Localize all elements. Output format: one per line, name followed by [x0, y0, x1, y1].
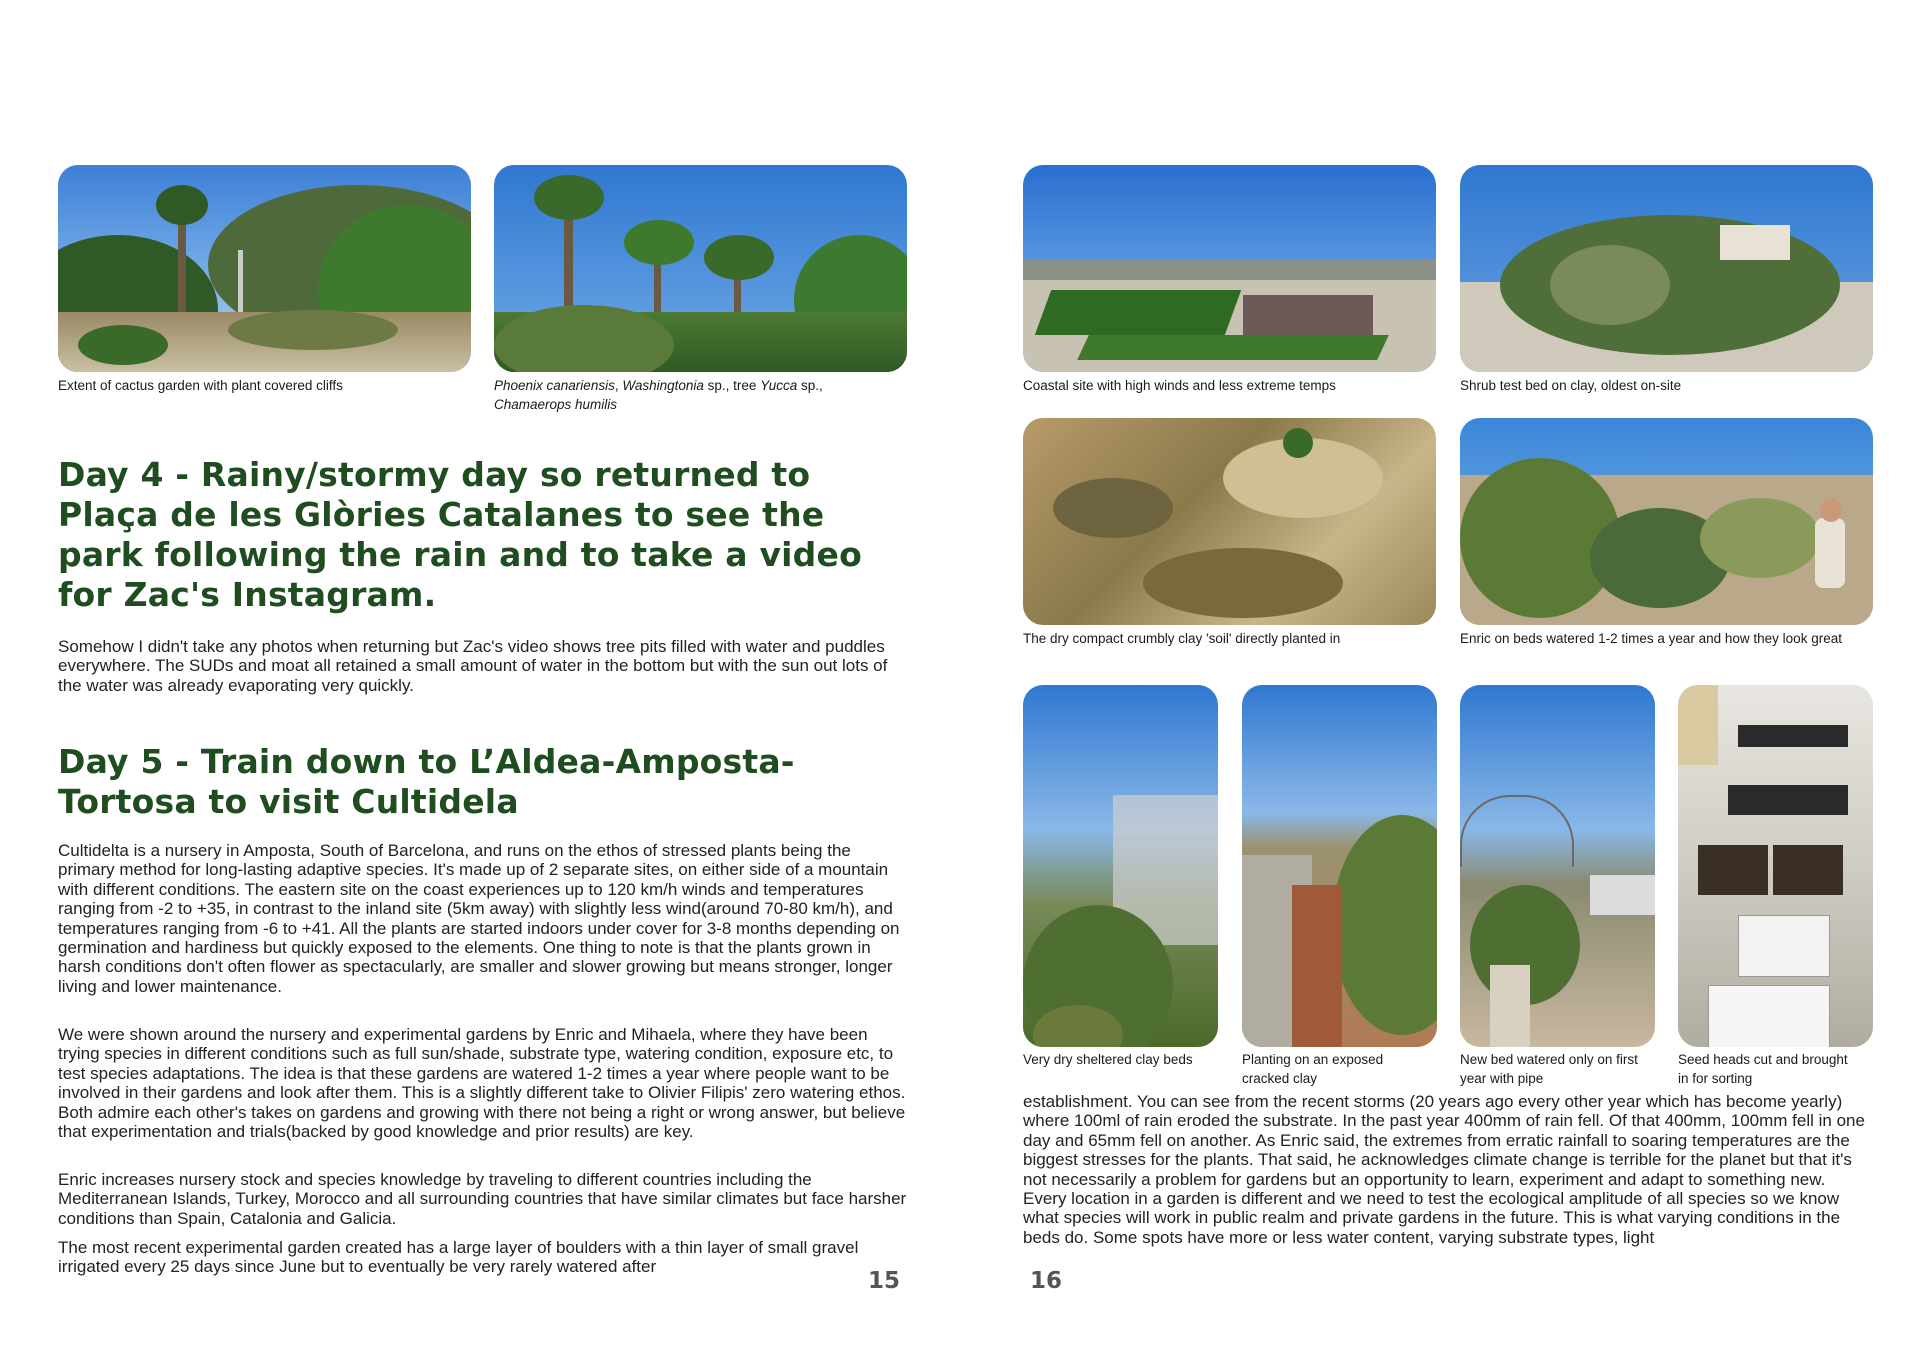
clay-soil-photo [1023, 418, 1436, 625]
sheltered-clay-beds-photo [1023, 685, 1218, 1047]
day5-paragraph: The most recent experimental garden created has a large layer of boulders with a thin layer of small gravel irrigated every 25 days since June but to eventually be very rarely watered after [58, 1238, 859, 1277]
photo-caption: Planting on an exposed cracked clay [1242, 1052, 1384, 1086]
day5-heading: Day 5 - Train down to L’Aldea-Amposta-Tortosa to visit Cultidela [58, 742, 795, 821]
photo-caption: The dry compact crumbly clay 'soil' directly planted in [1023, 631, 1341, 646]
photo-caption: Extent of cactus garden with plant covered cliffs [58, 378, 343, 393]
right-page [960, 0, 1920, 1358]
photo-caption: Enric on beds watered 1-2 times a year and how they look great [1460, 631, 1842, 646]
photo-caption: New bed watered only on first year with pipe [1460, 1052, 1638, 1086]
palm-trees-photo [494, 165, 907, 372]
photo-caption: Seed heads cut and brought in for sorting [1678, 1052, 1848, 1086]
new-bed-pipe-photo [1460, 685, 1655, 1047]
day5-paragraph: Enric increases nursery stock and species knowledge by traveling to different countries including the Mediterranean Islands, Turkey, Morocco and all surrounding countries that have similar climates but face harsher conditions than Spain, Catalonia and Galicia. [58, 1170, 907, 1228]
day4-body: Somehow I didn't take any photos when returning but Zac's video shows tree pits filled with water and puddles everywhere. The SUDs and moat all retained a small amount of water in the bottom but with the sun out lots of the water was already evaporating very quickly. [58, 637, 888, 695]
coastal-site-photo [1023, 165, 1436, 372]
page-number: 16 [1030, 1268, 1063, 1294]
seed-heads-photo [1678, 685, 1873, 1047]
exposed-cracked-clay-photo [1242, 685, 1437, 1047]
cactus-garden-photo [58, 165, 471, 372]
day5-paragraph: Cultidelta is a nursery in Amposta, South of Barcelona, and runs on the ethos of stressed plants being the primary method for long-lasting adaptive species. It's made up of 2 separate sites, on either side of a mountain with different conditions. The eastern site on the coast experiences up to 120 km/h winds and temperatures ranging from -2 to +35, in contrast to the inland site (5km away) with slightly less wind(around 70-80 km/h), and temperatures ranging from -6 to +41. All the plants are started indoors under cover for 3-8 months depending on germination and hardiness but quickly exposed to the elements. One thing to note is that the plants grown in harsh conditions don't often flower as spectacularly, are smaller and slower growing but means stronger, longer living and lower maintenance. [58, 841, 900, 996]
day5-paragraph: We were shown around the nursery and experimental gardens by Enric and Mihaela, where they have been trying species in different conditions such as full sun/shade, substrate type, watering condition, exposure etc, to test species adaptations. The idea is that these gardens are watered 1-2 times a year where people want to be involved in their gardens and look after them. This is a slightly different take to Olivier Filipis' zero watering ethos. Both admire each other's takes on gardens and growing with there not being a right or wrong answer, but believe that experimentation and trials(backed by good knowledge and prior results) are key. [58, 1025, 906, 1142]
photo-caption: Very dry sheltered clay beds [1023, 1052, 1193, 1067]
page-number: 15 [868, 1268, 901, 1294]
photo-caption: Coastal site with high winds and less extreme temps [1023, 378, 1336, 393]
enric-beds-photo [1460, 418, 1873, 625]
photo-caption: Phoenix canariensis, Washingtonia sp., tree Yucca sp., Chamaerops humilis [494, 378, 823, 412]
photo-caption: Shrub test bed on clay, oldest on-site [1460, 378, 1682, 393]
shrub-test-bed-photo [1460, 165, 1873, 372]
day4-heading: Day 4 - Rainy/stormy day so returned to Plaça de les Glòries Catalanes to see the park following the rain and to take a video for Zac's Instagram. [58, 455, 862, 614]
right-page-body: establishment. You can see from the recent storms (20 years ago every other year which has become yearly) where 100ml of rain eroded the substrate. In the past year 400mm of rain fell. Of that 400mm, 100mm fell in one day and 65mm fell on another. As Enric said, the extremes from erratic rainfall to soaring temperatures are the biggest stresses for the plants. That said, he acknowledges climate change is terrible for the planet but that it's not necessarily a problem for gardens but an opportunity to learn, experiment and adapt to something new. Every location in a garden is different and we need to test the ecological amplitude of all species so we know what species will work in public realm and private gardens in the future. This is what varying conditions in the beds do. Some spots have more or less water content, varying substrate types, light [1023, 1092, 1865, 1247]
